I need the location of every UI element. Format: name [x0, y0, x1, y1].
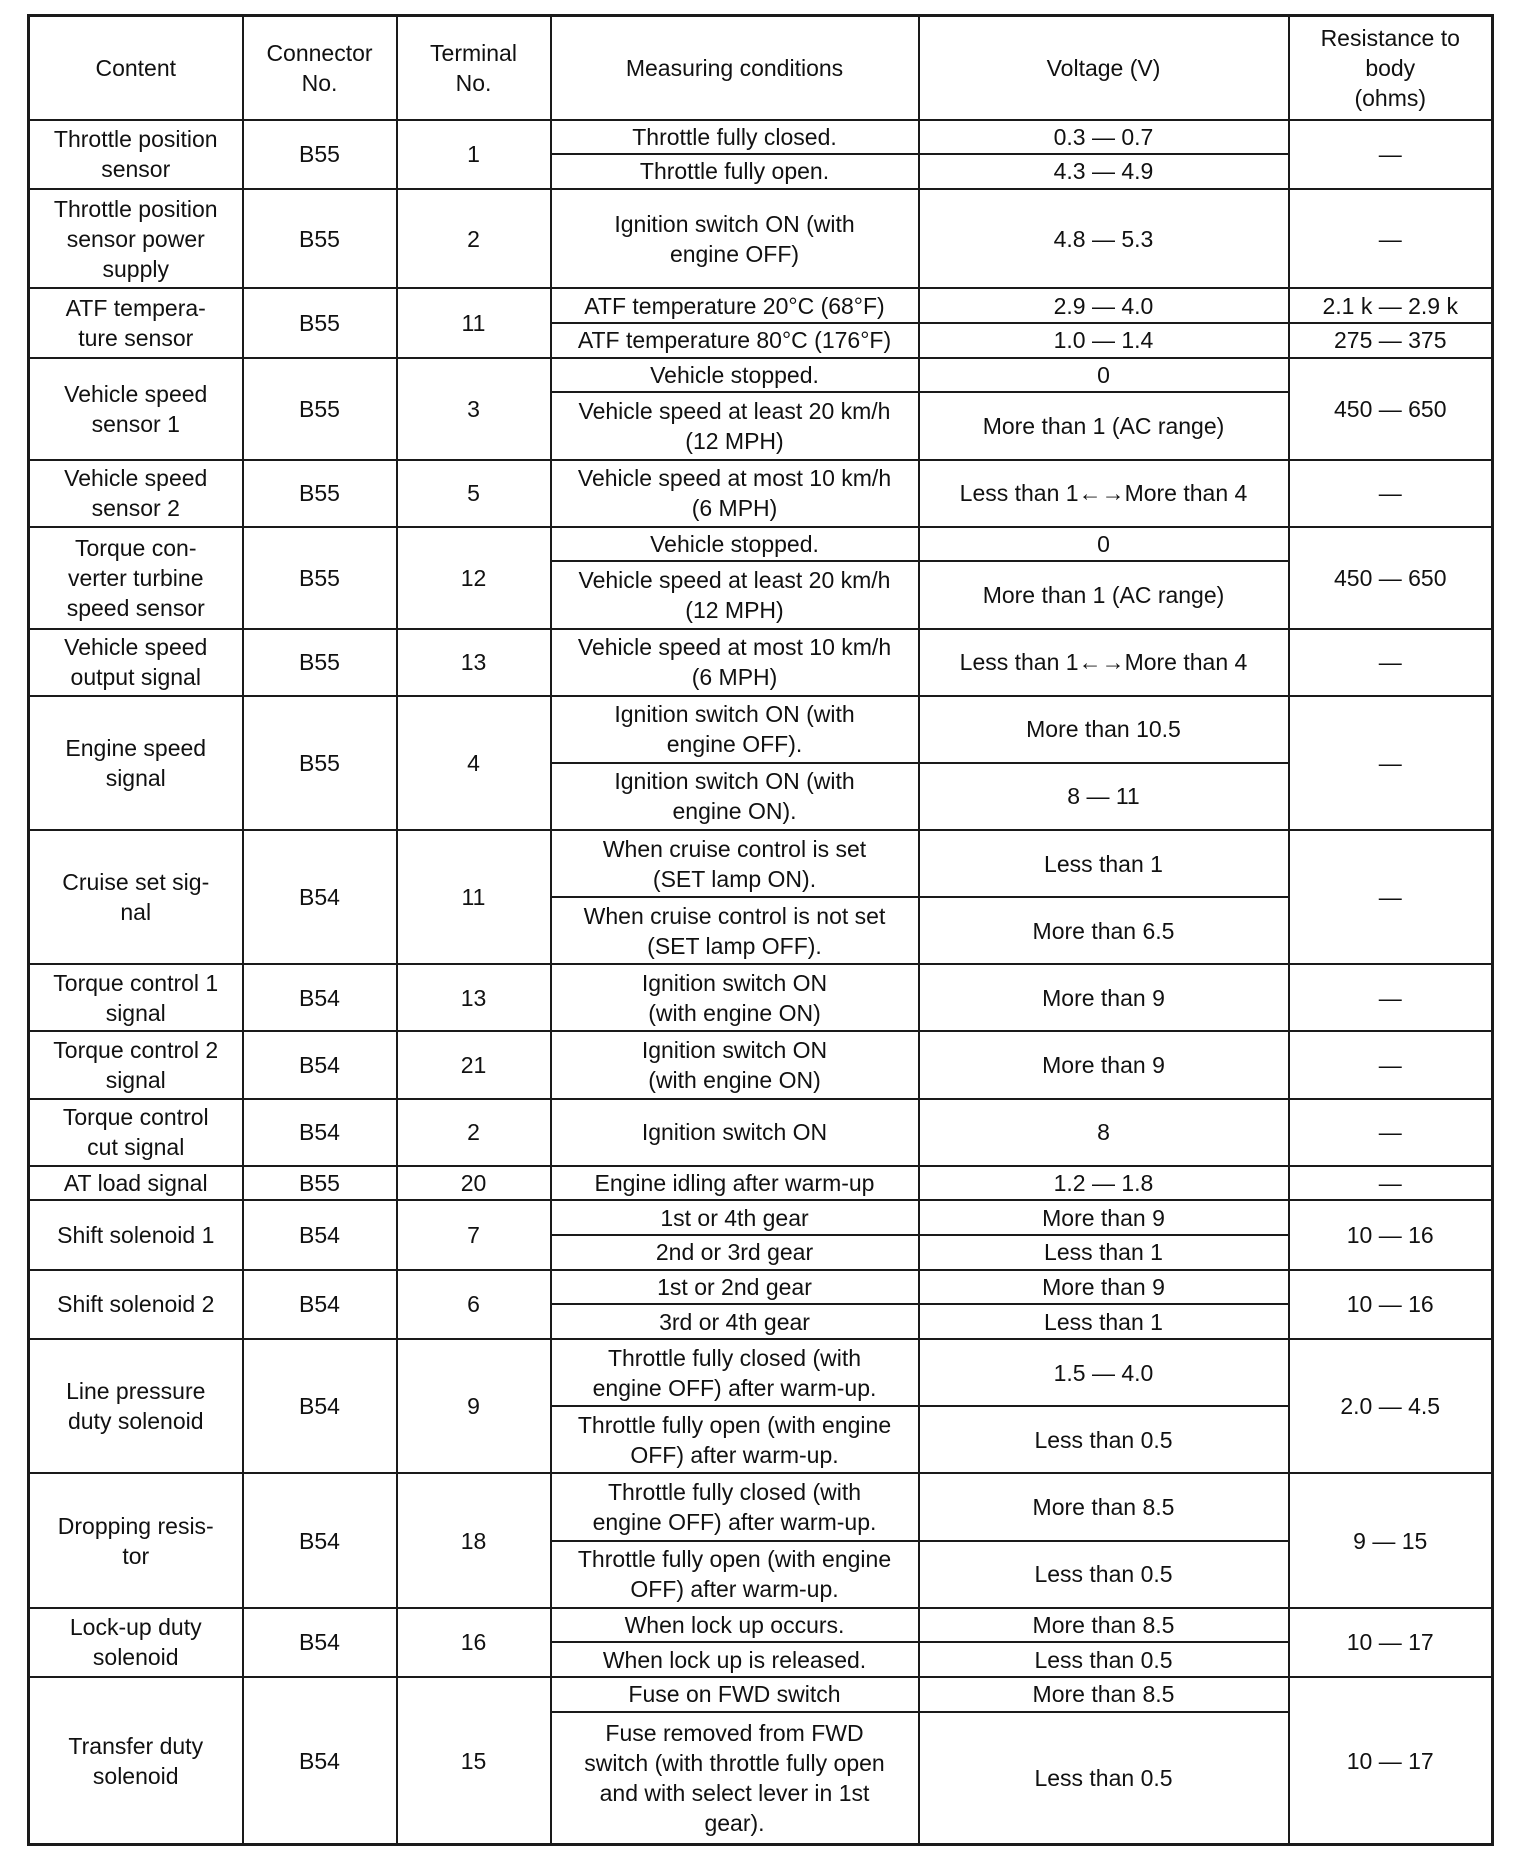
resistance-cell: — — [1289, 460, 1493, 527]
content-cell: Cruise set sig- nal — [29, 830, 243, 964]
connector-cell: B55 — [243, 1166, 397, 1201]
resistance-cell: 2.0 — 4.5 — [1289, 1339, 1493, 1473]
connector-cell: B55 — [243, 189, 397, 289]
resistance-cell: 10 — 17 — [1289, 1677, 1493, 1844]
connector-cell: B55 — [243, 288, 397, 357]
condition-cell: Throttle fully open (with engine OFF) after warm-up. — [551, 1406, 919, 1473]
connector-cell: B55 — [243, 358, 397, 460]
connector-cell: B54 — [243, 1270, 397, 1339]
connector-cell: B54 — [243, 1031, 397, 1098]
voltage-cell: More than 1 (AC range) — [919, 392, 1289, 459]
connector-cell: B54 — [243, 1677, 397, 1844]
condition-cell: Ignition switch ON (with engine ON). — [551, 763, 919, 830]
voltage-cell: Less than 1←→More than 4 — [919, 460, 1289, 527]
terminal-cell: 4 — [397, 696, 551, 830]
condition-cell: Ignition switch ON — [551, 1099, 919, 1166]
condition-cell: Ignition switch ON (with engine OFF) — [551, 189, 919, 289]
voltage-cell: More than 9 — [919, 1200, 1289, 1235]
table-row — [29, 189, 1493, 289]
condition-cell: Ignition switch ON (with engine OFF). — [551, 696, 919, 763]
terminal-cell: 21 — [397, 1031, 551, 1098]
voltage-cell: 0.3 — 0.7 — [919, 120, 1289, 155]
resistance-cell: 450 — 650 — [1289, 527, 1493, 629]
table-row — [29, 527, 1493, 562]
condition-cell: Vehicle speed at least 20 km/h (12 MPH) — [551, 392, 919, 459]
content-cell: Lock-up duty solenoid — [29, 1608, 243, 1677]
table-row — [29, 964, 1493, 1031]
table-row — [29, 1031, 1493, 1098]
voltage-cell: More than 8.5 — [919, 1677, 1289, 1712]
resistance-cell: 450 — 650 — [1289, 358, 1493, 460]
voltage-cell: 0 — [919, 358, 1289, 393]
voltage-cell: Less than 1←→More than 4 — [919, 629, 1289, 696]
terminal-cell: 11 — [397, 830, 551, 964]
voltage-cell: Less than 0.5 — [919, 1541, 1289, 1608]
table-row — [29, 1677, 1493, 1712]
table-row — [29, 696, 1493, 763]
voltage-cell: More than 1 (AC range) — [919, 561, 1289, 628]
terminal-cell: 18 — [397, 1473, 551, 1607]
content-cell: Throttle position sensor power supply — [29, 189, 243, 289]
condition-cell: When cruise control is set (SET lamp ON). — [551, 830, 919, 897]
condition-cell: Ignition switch ON (with engine ON) — [551, 964, 919, 1031]
resistance-cell: — — [1289, 1166, 1493, 1201]
connector-cell: B54 — [243, 1099, 397, 1166]
resistance-cell: 10 — 17 — [1289, 1608, 1493, 1677]
connector-cell: B55 — [243, 460, 397, 527]
condition-cell: ATF temperature 80°C (176°F) — [551, 323, 919, 358]
voltage-cell: Less than 1 — [919, 830, 1289, 897]
condition-cell: 3rd or 4th gear — [551, 1304, 919, 1339]
content-cell: Torque control cut signal — [29, 1099, 243, 1166]
connector-cell: B55 — [243, 696, 397, 830]
table-body — [29, 120, 1493, 1845]
voltage-cell: 0 — [919, 527, 1289, 562]
voltage-cell: More than 9 — [919, 1031, 1289, 1098]
content-cell: Engine speed signal — [29, 696, 243, 830]
voltage-cell: 4.3 — 4.9 — [919, 154, 1289, 189]
resistance-cell: — — [1289, 629, 1493, 696]
condition-cell: Throttle fully open. — [551, 154, 919, 189]
table-row — [29, 1608, 1493, 1643]
table-row — [29, 120, 1493, 155]
header-resistance: Resistance to body (ohms) — [1289, 16, 1493, 120]
resistance-cell: 10 — 16 — [1289, 1200, 1493, 1269]
resistance-cell: — — [1289, 1099, 1493, 1166]
condition-cell: Vehicle stopped. — [551, 527, 919, 562]
voltage-cell: Less than 0.5 — [919, 1642, 1289, 1677]
terminal-cell: 16 — [397, 1608, 551, 1677]
table-row — [29, 629, 1493, 696]
condition-cell: Fuse removed from FWD switch (with throttle fully open and with select lever in 1st gear). — [551, 1712, 919, 1845]
condition-cell: Throttle fully closed (with engine OFF) after warm-up. — [551, 1339, 919, 1406]
content-cell: Vehicle speed sensor 2 — [29, 460, 243, 527]
content-cell: AT load signal — [29, 1166, 243, 1201]
terminal-cell: 20 — [397, 1166, 551, 1201]
voltage-cell: More than 6.5 — [919, 897, 1289, 964]
terminal-cell: 15 — [397, 1677, 551, 1844]
terminal-cell: 9 — [397, 1339, 551, 1473]
table-row — [29, 288, 1493, 323]
header-terminal: Terminal No. — [397, 16, 551, 120]
voltage-cell: Less than 1 — [919, 1235, 1289, 1270]
condition-cell: 2nd or 3rd gear — [551, 1235, 919, 1270]
voltage-cell: More than 9 — [919, 964, 1289, 1031]
header-conditions: Measuring conditions — [551, 16, 919, 120]
condition-cell: When cruise control is not set (SET lamp OFF). — [551, 897, 919, 964]
header-connector: Connector No. — [243, 16, 397, 120]
connector-cell: B54 — [243, 1473, 397, 1607]
resistance-cell: — — [1289, 1031, 1493, 1098]
connector-cell: B55 — [243, 120, 397, 189]
content-cell: Shift solenoid 1 — [29, 1200, 243, 1269]
voltage-cell: 8 — [919, 1099, 1289, 1166]
header-voltage: Voltage (V) — [919, 16, 1289, 120]
terminal-cell: 11 — [397, 288, 551, 357]
resistance-cell: 2.1 k — 2.9 k — [1289, 288, 1493, 323]
content-cell: Dropping resis- tor — [29, 1473, 243, 1607]
connector-cell: B54 — [243, 830, 397, 964]
table-row — [29, 1270, 1493, 1305]
voltage-cell: 8 — 11 — [919, 763, 1289, 830]
voltage-cell: More than 8.5 — [919, 1608, 1289, 1643]
condition-cell: Fuse on FWD switch — [551, 1677, 919, 1712]
condition-cell: Vehicle speed at most 10 km/h (6 MPH) — [551, 460, 919, 527]
condition-cell: When lock up occurs. — [551, 1608, 919, 1643]
terminal-cell: 12 — [397, 527, 551, 629]
terminal-cell: 13 — [397, 964, 551, 1031]
terminal-cell: 2 — [397, 1099, 551, 1166]
condition-cell: Vehicle speed at least 20 km/h (12 MPH) — [551, 561, 919, 628]
terminal-cell: 3 — [397, 358, 551, 460]
connector-cell: B54 — [243, 1608, 397, 1677]
condition-cell: 1st or 2nd gear — [551, 1270, 919, 1305]
voltage-cell: 1.2 — 1.8 — [919, 1166, 1289, 1201]
voltage-cell: Less than 0.5 — [919, 1406, 1289, 1473]
content-cell: Throttle position sensor — [29, 120, 243, 189]
condition-cell: 1st or 4th gear — [551, 1200, 919, 1235]
voltage-cell: 1.5 — 4.0 — [919, 1339, 1289, 1406]
header-content: Content — [29, 16, 243, 120]
content-cell: Vehicle speed sensor 1 — [29, 358, 243, 460]
table-row — [29, 1473, 1493, 1540]
connector-cell: B54 — [243, 1339, 397, 1473]
content-cell: ATF tempera- ture sensor — [29, 288, 243, 357]
voltage-cell: 1.0 — 1.4 — [919, 323, 1289, 358]
condition-cell: Ignition switch ON (with engine ON) — [551, 1031, 919, 1098]
condition-cell: When lock up is released. — [551, 1642, 919, 1677]
content-cell: Shift solenoid 2 — [29, 1270, 243, 1339]
terminal-cell: 1 — [397, 120, 551, 189]
content-cell: Torque con- verter turbine speed sensor — [29, 527, 243, 629]
table-row — [29, 1339, 1493, 1406]
table-row — [29, 460, 1493, 527]
connector-cell: B55 — [243, 629, 397, 696]
resistance-cell: — — [1289, 696, 1493, 830]
content-cell: Line pressure duty solenoid — [29, 1339, 243, 1473]
voltage-cell: Less than 1 — [919, 1304, 1289, 1339]
condition-cell: Throttle fully closed (with engine OFF) after warm-up. — [551, 1473, 919, 1540]
resistance-cell: — — [1289, 120, 1493, 189]
table-row — [29, 1200, 1493, 1235]
condition-cell: Vehicle speed at most 10 km/h (6 MPH) — [551, 629, 919, 696]
content-cell: Torque control 2 signal — [29, 1031, 243, 1098]
connector-cell: B54 — [243, 964, 397, 1031]
voltage-cell: More than 9 — [919, 1270, 1289, 1305]
resistance-cell: — — [1289, 964, 1493, 1031]
table-row — [29, 1166, 1493, 1201]
resistance-cell: — — [1289, 830, 1493, 964]
content-cell: Torque control 1 signal — [29, 964, 243, 1031]
content-cell: Transfer duty solenoid — [29, 1677, 243, 1844]
terminal-cell: 2 — [397, 189, 551, 289]
condition-cell: Throttle fully closed. — [551, 120, 919, 155]
condition-cell: Throttle fully open (with engine OFF) after warm-up. — [551, 1541, 919, 1608]
resistance-cell: 9 — 15 — [1289, 1473, 1493, 1607]
table-row — [29, 830, 1493, 897]
voltage-cell: 4.8 — 5.3 — [919, 189, 1289, 289]
table-row — [29, 358, 1493, 393]
resistance-cell: 275 — 375 — [1289, 323, 1493, 358]
resistance-cell: 10 — 16 — [1289, 1270, 1493, 1339]
terminal-cell: 6 — [397, 1270, 551, 1339]
terminal-cell: 7 — [397, 1200, 551, 1269]
terminal-cell: 13 — [397, 629, 551, 696]
voltage-cell: Less than 0.5 — [919, 1712, 1289, 1845]
header-row — [29, 16, 1493, 120]
condition-cell: Vehicle stopped. — [551, 358, 919, 393]
voltage-cell: 2.9 — 4.0 — [919, 288, 1289, 323]
terminal-spec-table — [27, 14, 1494, 1846]
terminal-cell: 5 — [397, 460, 551, 527]
condition-cell: ATF temperature 20°C (68°F) — [551, 288, 919, 323]
condition-cell: Engine idling after warm-up — [551, 1166, 919, 1201]
voltage-cell: More than 8.5 — [919, 1473, 1289, 1540]
voltage-cell: More than 10.5 — [919, 696, 1289, 763]
content-cell: Vehicle speed output signal — [29, 629, 243, 696]
resistance-cell: — — [1289, 189, 1493, 289]
connector-cell: B55 — [243, 527, 397, 629]
connector-cell: B54 — [243, 1200, 397, 1269]
table-row — [29, 1099, 1493, 1166]
